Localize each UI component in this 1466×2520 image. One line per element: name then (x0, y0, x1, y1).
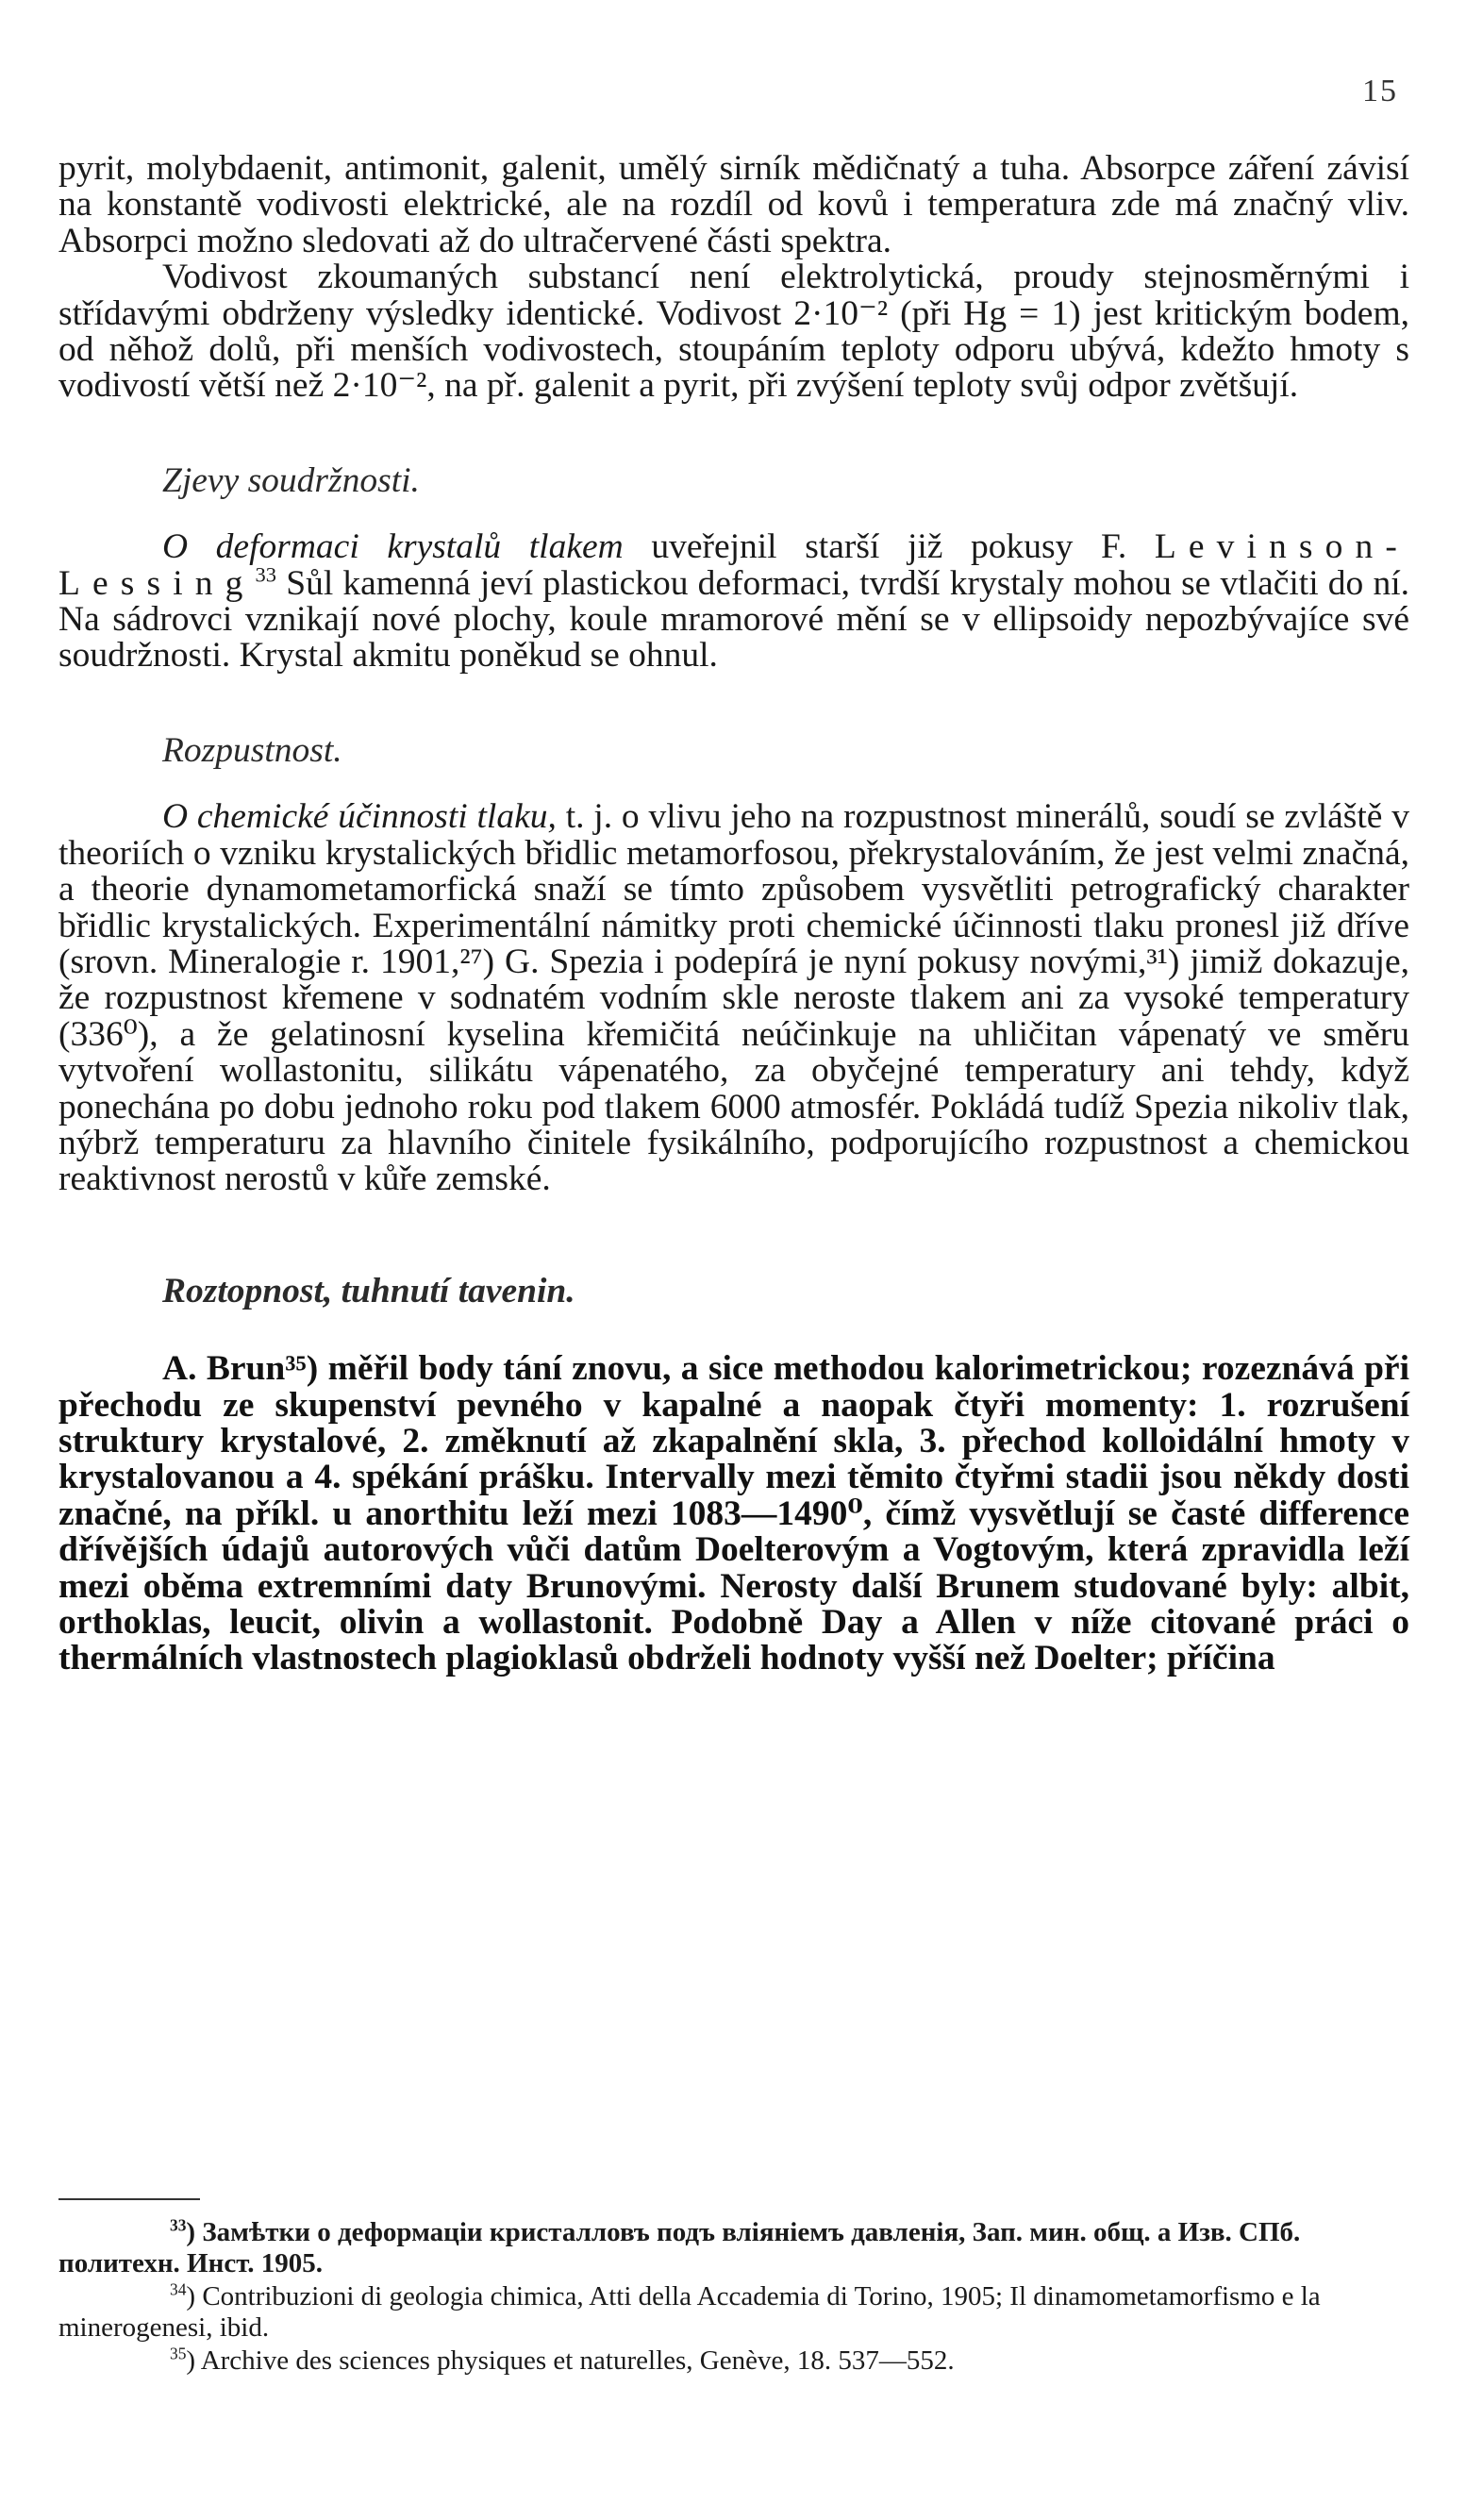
footnote-mark-34: 34 (170, 2279, 187, 2299)
footnote-35: $^{35}$) Archive des sciences physiques et naturelles, Genève, 18. 537—552. (170, 2344, 955, 2376)
footnote-35-text: Archive des sciences physiques et naturelles, Genève, 18. 537—552. (200, 2345, 955, 2376)
section-heading-roztopnost: Roztopnost, tuhnutí tavenin. (162, 1271, 575, 1310)
paragraph-3-lead-rest: uveřejnil starší již pokusy F. (623, 527, 1155, 567)
section-heading-rozpustnost: Rozpustnost. (162, 730, 342, 770)
footnote-33: $^{33}$) Замѣтки о деформаціи кристалловъ подъ вліяніемъ давленія, Зап. мин. общ. а Изв. СПб. политехн. Инст. 1905. (58, 2215, 1301, 2278)
footnotes (58, 2198, 1409, 2378)
paragraph-4-rest: t. j. o vlivu jeho na rozpustnost minerálů, soudí se zvláště v theoriích o vzniku krystalických břidlic metamorfosou, překrystalováním, že jest velmi značná, a theorie dynamometamorfická snaží se tímto způsobem vysvětliti petrografický charakter břidlic krystalických. Experimentální námitky proti chemické účinnosti tlaku pronesl již dříve (srovn. Mineralogie r. 1901,²⁷) G. Spezia i podepírá je nyní pokusy novými,³¹) jimiž dokazuje, že rozpustnost křemene v sodnatém vodním skle neroste tlakem ani za vysoké temperatury (336⁰), a že gelatinosní kyselina křemičitá neúčinkuje na uhličitan vápenatý ve směru vytvoření wollastonitu, silikátu vápenatého, za obyčejné temperatury ani tehdy, když ponechána po dobu jednoho roku pod tlakem 6000 atmosfér. Pokládá tudíž Spezia nikoliv tlak, nýbrž temperaturu za hlavního činitele fysikálního, podporujícího rozpustnost a chemickou reaktivnost nerostů v kůře zemské. (58, 797, 1410, 1199)
paragraph-4 (58, 799, 1409, 1197)
paragraph-3-lead: O deformaci krystalů tlakem (162, 527, 624, 567)
footnote-33-text: Замѣтки о деформаціи кристалловъ подъ вліяніемъ давленія, Зап. мин. общ. а Изв. СПб. политехн. Инст. 1905. (58, 2217, 1301, 2278)
section-heading-soudrznost: Zjevy soudržnosti. (162, 460, 420, 500)
footnote-mark-35: 35 (170, 2344, 187, 2363)
paragraph-2: Vodivost zkoumaných substancí není elektrolytická, proudy stejnosměrnými i střídavými obdrženy výsledky identické. Vodivost 2·10⁻² (při Hg = 1) jest kritickým bodem, od něhož dolů, při menších vodivostech, stoupáním teploty odporu ubývá, kdežto hmoty s vodivostí větší než 2·10⁻², na př. galenit a pyrit, při zvýšení teploty svůj odpor zvětšují. (58, 258, 1409, 406)
paragraph-3-rest: Sůl kamenná jeví plastickou deformaci, tvrdší krystaly mohou se vtlačiti do ní. Na sádrovci vznikají nové plochy, koule mramorové mění se v ellipsoidy nepozbývajíce své soudržnosti. Krystal akmitu poněkud se ohnul. (58, 563, 1409, 676)
author-name: Levinson-Lessing (58, 527, 1410, 603)
footnote-ref-33: 33 (255, 562, 277, 587)
body-text (58, 151, 1409, 1677)
paragraph-4-lead: O chemické účinnosti tlaku, (162, 797, 557, 837)
paragraph-1: pyrit, molybdaenit, antimonit, galenit, umělý sirník mědičnatý a tuha. Absorpce záření závisí na konstantě vodivosti elektrické, ale na rozdíl od kovů i temperatura zde má značný vliv. Absorpci možno sledovati až do ultračervené části spektra. (58, 149, 1409, 260)
footnote-mark-33: 33 (170, 2215, 187, 2235)
footnote-rule (58, 2198, 200, 2200)
footnote-34-text: Contribuzioni di geologia chimica, Atti della Accademia di Torino, 1905; Il dinamometamorfismo e la minerogenesi, ibid. (58, 2281, 1321, 2343)
footnote-34: $^{34}$) Contribuzioni di geologia chimica, Atti della Accademia di Torino, 1905; Il dinamometamorfismo e la minerogenesi, ibid. (58, 2279, 1321, 2343)
paragraph-5: A. Brun³⁵) měřil body tání znovu, a sice methodou kalorimetrickou; rozeznává při přechodu ze skupenství pevného v kapalné a naopak čtyři momenty: 1. rozrušení struktury krystalové, 2. změknutí až zkapalnění skla, 3. přechod kolloidální hmoty v krystalovanou a 4. spékání prášku. Intervally mezi těmito čtyřmi stadii jsou někdy dosti značné, na příkl. u anorthitu leží mezi 1083—1490⁰, čímž vysvětlují se časté difference dřívějších údajů autorových vůči datům Doelterovým a Vogtovým, která zpravidla leží mezi oběma extremními daty Brunovými. Nerosty další Brunem studované byly: albit, orthoklas, leucit, olivin a wollastonit. Podobně Day a Allen v níže citované práci o thermálních vlastnostech plagioklasů obdrželi hodnoty vyšší než Doelter; příčina (58, 1349, 1409, 1678)
page-number: 15 (1362, 74, 1398, 108)
paragraph-3 (58, 529, 1409, 675)
